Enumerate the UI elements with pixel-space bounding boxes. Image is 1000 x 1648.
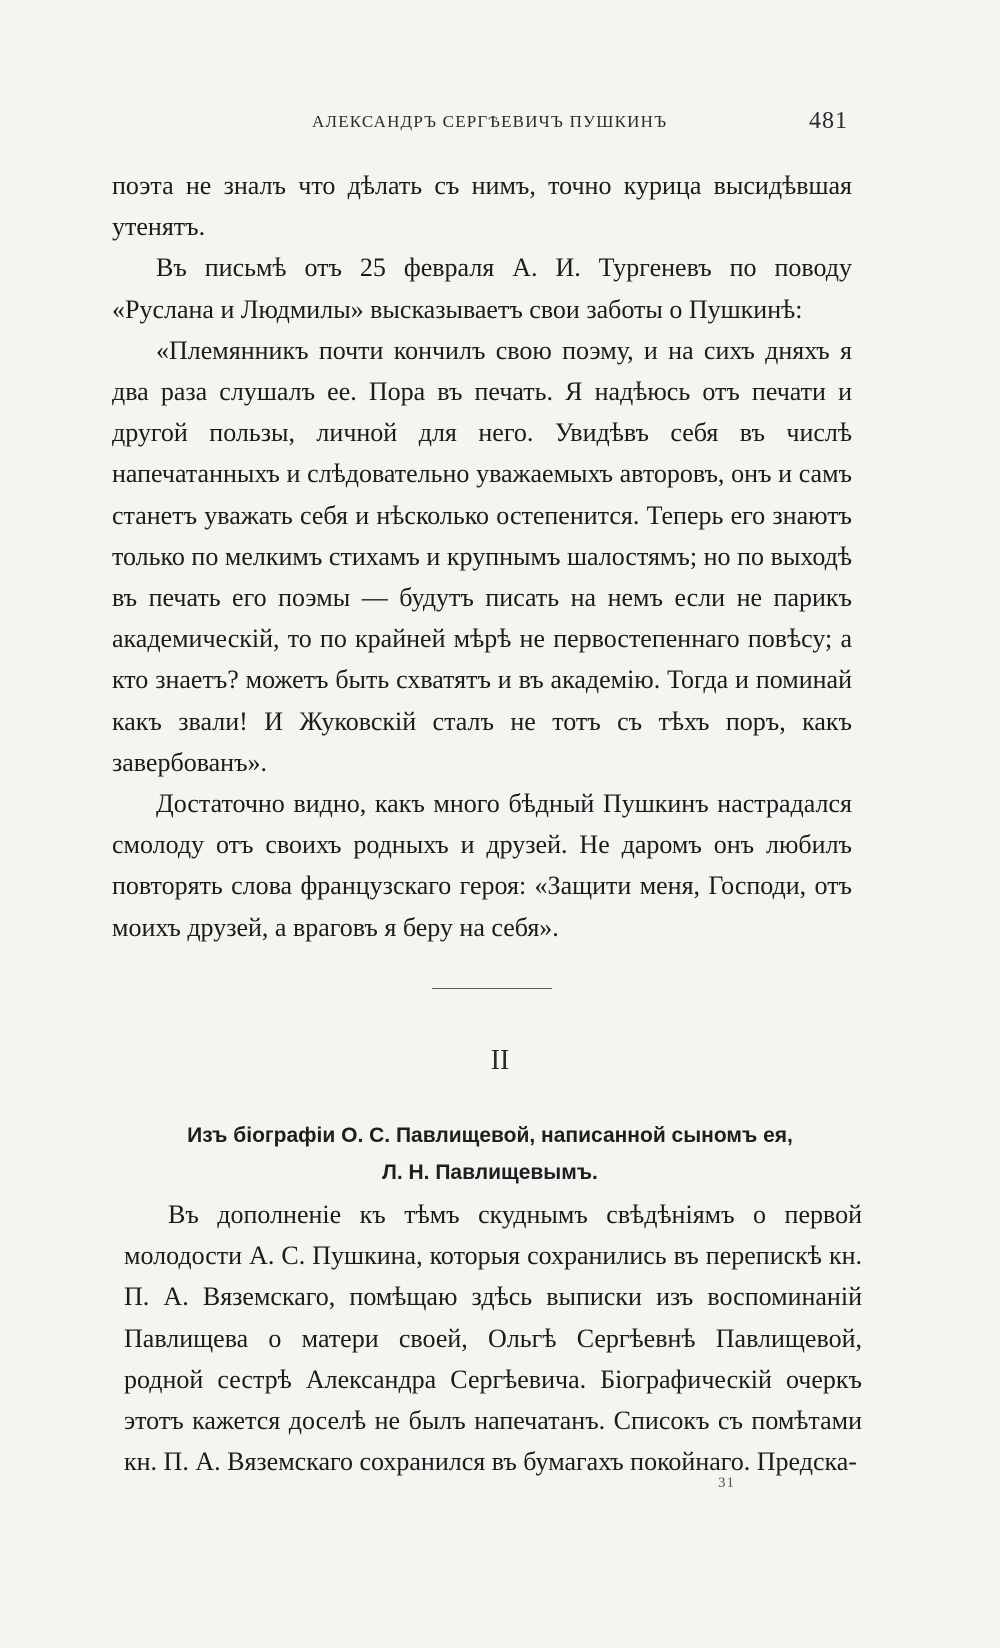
running-head bbox=[112, 108, 848, 138]
printer-signature-mark: 31 bbox=[718, 1475, 735, 1491]
paragraph-quotation: «Племянникъ почти кончилъ свою поэму, и на сихъ дняхъ я два раза слушалъ ее. Пора въ печать. Я надѣюсь отъ печати и другой пользы, личной для него. Увидѣвъ себя въ числѣ напечатанныхъ и слѣдовательно уважаемыхъ авторовъ, онъ и самъ станетъ уважать себя и нѣсколько остепенится. Теперь его знаютъ только по мелкимъ стихамъ и крупнымъ шалостямъ; но по выходѣ въ печать его поэмы — будутъ писать на немъ если не парикъ академическій, то по крайней мѣрѣ не первостепеннаго повѣсу; а кто знаетъ? можетъ быть схватятъ и въ академію. Тогда и поминай какъ звали! И Жуковскій сталъ не тотъ съ тѣхъ поръ, какъ завербованъ». bbox=[112, 335, 852, 777]
section-text bbox=[124, 1194, 862, 1482]
paragraph-letter-intro: Въ письмѣ отъ 25 февраля А. И. Тургеневъ по поводу «Руслана и Людмилы» высказываетъ свои заботы о Пушкинѣ: bbox=[112, 253, 852, 324]
section-divider bbox=[432, 988, 552, 989]
page-number: 481 bbox=[809, 108, 848, 134]
paragraph-section-opening: Въ дополненіе къ тѣмъ скуднымъ свѣдѣніямъ о первой молодости А. С. Пушкина, которыя сохранились въ перепискѣ кн. П. А. Вяземскаго, помѣщаю здѣсь выписки изъ воспоминаній Павлищева о матери своей, Ольгѣ Сергѣевнѣ Павлищевой, родной сестрѣ Александра Сергѣевича. Біографическій очеркъ этотъ кажется доселѣ не былъ напечатанъ. Списокъ съ помѣтами кн. П. А. Вяземскаго сохранился въ бумагахъ покойнаго. Предска- bbox=[124, 1200, 862, 1477]
paragraph-continuation: поэта не зналъ что дѣлать съ нимъ, точно курица высидѣвшая утенятъ. bbox=[112, 171, 852, 242]
paragraph-conclusion: Достаточно видно, какъ много бѣдный Пушкинъ настрадался смолоду отъ своихъ родныхъ и друзей. Не даромъ онъ любилъ повторять слова французскаго героя: «Защити меня, Господи, отъ моихъ друзей, а враговъ я беру на себя». bbox=[112, 789, 852, 942]
section-heading-line-2: Л. Н. Павлищевымъ. bbox=[382, 1161, 598, 1184]
section-heading bbox=[160, 1117, 820, 1191]
main-text bbox=[112, 165, 852, 948]
section-number: II bbox=[490, 1045, 510, 1076]
section-heading-line-1: Изъ біографіи О. С. Павлищевой, написанной сыномъ ея, bbox=[187, 1124, 793, 1147]
running-title: АЛЕКСАНДРЪ СЕРГѢЕВИЧЪ ПУШКИНЪ bbox=[312, 112, 668, 131]
